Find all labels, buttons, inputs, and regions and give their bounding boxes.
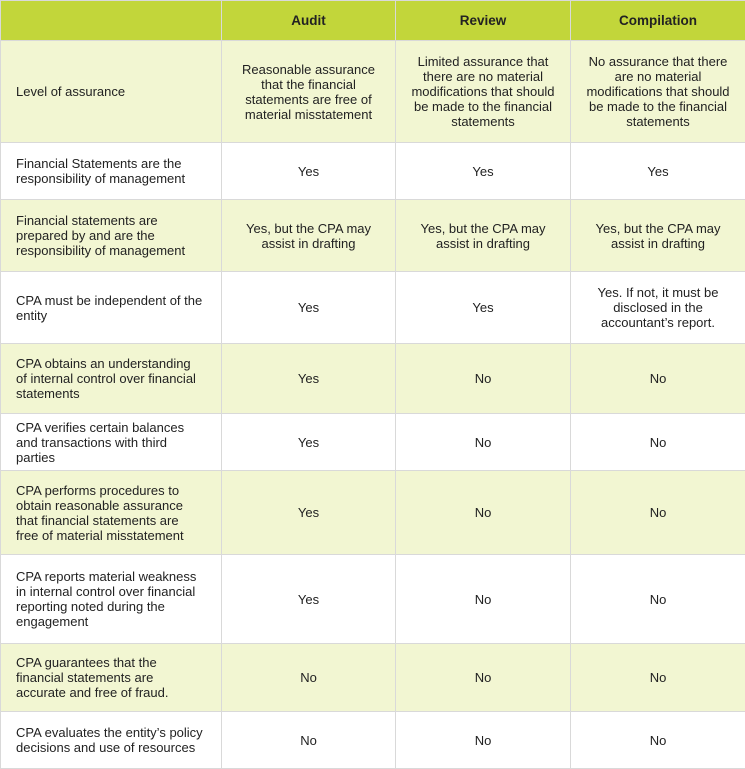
header-row	[1, 1, 745, 41]
compilation-cell: No	[571, 414, 745, 471]
column-header-review: Review	[396, 1, 571, 41]
review-cell: Yes	[396, 272, 571, 344]
table-row	[1, 41, 745, 143]
compilation-cell: Yes, but the CPA may assist in drafting	[571, 200, 745, 272]
table-row	[1, 344, 745, 414]
review-cell: No	[396, 344, 571, 414]
review-cell: No	[396, 471, 571, 555]
compilation-cell: No	[571, 712, 745, 769]
review-cell: No	[396, 414, 571, 471]
table-row	[1, 143, 745, 200]
audit-cell: Yes	[222, 143, 396, 200]
row-label: Financial Statements are the responsibility of management	[1, 143, 222, 200]
column-header-audit: Audit	[222, 1, 396, 41]
row-label: CPA reports material weakness in internal control over financial reporting noted during the engagement	[1, 555, 222, 644]
column-header-compilation: Compilation	[571, 1, 745, 41]
table-row	[1, 272, 745, 344]
audit-cell: Yes	[222, 414, 396, 471]
row-label: CPA evaluates the entity’s policy decisions and use of resources	[1, 712, 222, 769]
audit-cell: Yes	[222, 555, 396, 644]
audit-cell: Reasonable assurance that the financial statements are free of material misstatement	[222, 41, 396, 143]
compilation-cell: No	[571, 344, 745, 414]
row-label: Level of assurance	[1, 41, 222, 143]
compilation-cell: No	[571, 644, 745, 712]
review-cell: Yes	[396, 143, 571, 200]
review-cell: Limited assurance that there are no material modifications that should be made to the financial statements	[396, 41, 571, 143]
row-label: Financial statements are prepared by and are the responsibility of management	[1, 200, 222, 272]
audit-cell: Yes, but the CPA may assist in drafting	[222, 200, 396, 272]
row-label: CPA performs procedures to obtain reasonable assurance that financial statements are free of material misstatement	[1, 471, 222, 555]
audit-cell: Yes	[222, 471, 396, 555]
compilation-cell: No	[571, 555, 745, 644]
table-row	[1, 414, 745, 471]
compilation-cell: Yes. If not, it must be disclosed in the accountant’s report.	[571, 272, 745, 344]
compilation-cell: No assurance that there are no material modifications that should be made to the financial statements	[571, 41, 745, 143]
row-label: CPA guarantees that the financial statements are accurate and free of fraud.	[1, 644, 222, 712]
row-label: CPA must be independent of the entity	[1, 272, 222, 344]
compilation-cell: No	[571, 471, 745, 555]
compilation-cell: Yes	[571, 143, 745, 200]
row-label: CPA verifies certain balances and transactions with third parties	[1, 414, 222, 471]
review-cell: Yes, but the CPA may assist in drafting	[396, 200, 571, 272]
row-label: CPA obtains an understanding of internal control over financial statements	[1, 344, 222, 414]
table-row	[1, 644, 745, 712]
audit-cell: Yes	[222, 272, 396, 344]
review-cell: No	[396, 555, 571, 644]
table-row	[1, 471, 745, 555]
table-row	[1, 555, 745, 644]
review-cell: No	[396, 712, 571, 769]
audit-cell: Yes	[222, 344, 396, 414]
audit-cell: No	[222, 712, 396, 769]
table-row	[1, 712, 745, 769]
table-row	[1, 200, 745, 272]
review-cell: No	[396, 644, 571, 712]
header-corner-cell	[1, 1, 222, 41]
audit-cell: No	[222, 644, 396, 712]
